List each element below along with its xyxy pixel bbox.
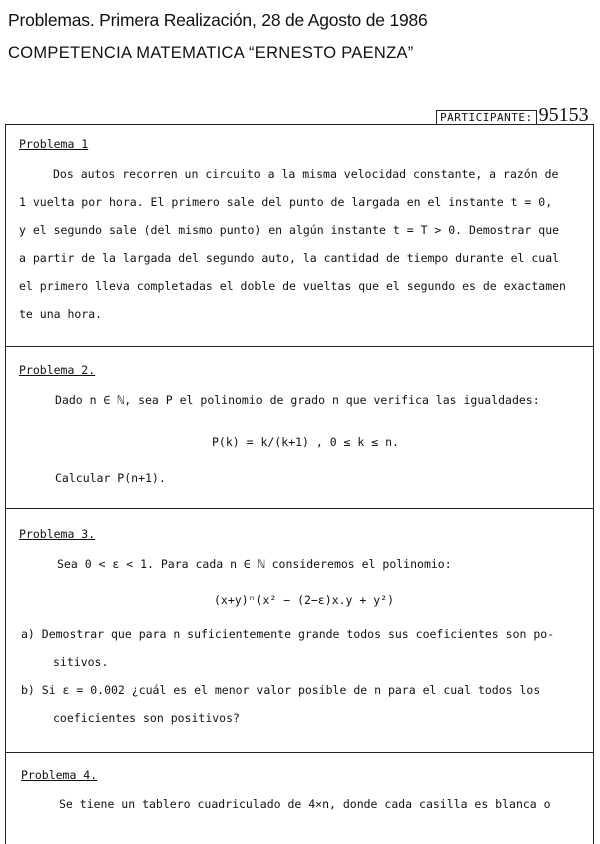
problem-4-box bbox=[5, 752, 594, 844]
problem-2-line: Dado n ∈ ℕ, sea P el polinomio de grado n que verifica las igualdades: bbox=[55, 393, 540, 407]
problem-2-line: Calcular P(n+1). bbox=[55, 471, 166, 485]
problem-3-title: Problema 3. bbox=[19, 527, 96, 541]
problem-3-formula: (x+y)ⁿ(x² − (2−ε)x.y + y²) bbox=[214, 593, 395, 607]
problem-2-title: Problema 2. bbox=[19, 363, 96, 377]
problem-1-box bbox=[5, 124, 594, 346]
problem-1-title: Problema 1 bbox=[19, 137, 89, 151]
problem-3-line: sitivos. bbox=[53, 655, 109, 669]
problem-2-formula: P(k) = k/(k+1) , 0 ≤ k ≤ n. bbox=[212, 435, 399, 449]
participant-number: 95153 bbox=[538, 104, 589, 126]
competition-title: COMPETENCIA MATEMATICA “ERNESTO PAENZA” bbox=[8, 44, 414, 62]
problem-1-line: y el segundo sale (del mismo punto) en algún instante t = T > 0. Demostrar que bbox=[19, 223, 560, 237]
problem-1-line: el primero lleva completadas el doble de vueltas que el segundo es de exactamen bbox=[19, 279, 566, 293]
problem-3-line: coeficientes son positivos? bbox=[53, 711, 240, 725]
problem-4-title: Problema 4. bbox=[21, 768, 98, 782]
problem-1-line: Dos autos recorren un circuito a la misma velocidad constante, a razón de bbox=[53, 167, 559, 181]
problem-3-line: b) Si ε = 0.002 ¿cuál es el menor valor posible de n para el cual todos los bbox=[21, 683, 541, 697]
problem-4-line: Se tiene un tablero cuadriculado de 4×n, donde cada casilla es blanca o bbox=[59, 797, 551, 811]
problem-1-line: a partir de la largada del segundo auto, la cantidad de tiempo durante el cual bbox=[19, 251, 560, 265]
participant-label: PARTICIPANTE: bbox=[436, 110, 537, 125]
problem-1-line: 1 vuelta por hora. El primero sale del punto de largada en el instante t = 0, bbox=[19, 195, 553, 209]
problem-1-line: te una hora. bbox=[19, 307, 103, 321]
problem-2-box bbox=[5, 346, 594, 508]
problem-3-box bbox=[5, 508, 594, 752]
problem-3-line: a) Demostrar que para n suficientemente grande todos sus coeficientes son po- bbox=[21, 627, 555, 641]
problem-3-line: Sea 0 < ε < 1. Para cada n ∈ ℕ consideremos el polinomio: bbox=[57, 557, 452, 571]
header-title: Problemas. Primera Realización, 28 de Agosto de 1986 bbox=[8, 10, 428, 30]
